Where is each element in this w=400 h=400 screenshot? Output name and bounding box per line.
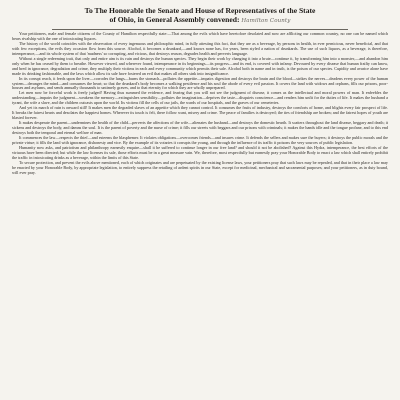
handwritten-county-note: Hamilton County bbox=[241, 18, 291, 24]
paragraph: It commences the law—respects the thief—and esteems the blasphemer. It violates obligations—overcomes friends—and insures crime. It defends the sellers and makes sure the buyers; it destroys the public morals and the private virtue; it fills the land with ignorance, dishonesty and vice. By the example of its votaries it corrupts the young, and through the influence of its traffic it poisons the very sources of public legislation. bbox=[12, 135, 388, 145]
paragraph: And yet its march of ruin is onward still! It makes men the degraded slaves of an appetite which they cannot control. It consumes the fruits of industry, destroys the comforts of home, and blights every fair prospect of life. It breaks the fairest hearts and desolates the happiest homes. Wherever its touch is felt, there follow want, misery and crime. The peace of families is destroyed; the ties of friendship are broken; and the fairest hopes of youth are blasted forever. bbox=[12, 105, 388, 121]
paragraph: Your petitioners, male and female citizens of the County of Hamilton respectfully state:—That among the evils which have heretofore desolated and now are afflicting our common country, no one can be named which bears rivalship with the one of intoxicating liquors. bbox=[12, 31, 388, 41]
document-title bbox=[16, 6, 384, 26]
paragraph: In its corrupt reach, it feeds upon the liver—corrodes the lungs—burns the stomach—pollutes the appetite—impairs digestion and destroys the brain and the blood—strikes the nerves—deadens every power of the human system—deranges the mind—and consumes the heart; so that the drunkard's body becomes a walking pestilence and his soul the abode of every evil passion. It covers the land with widows and orphans, fills our prisons, poor-houses and asylums, and sends annually thousands to untimely graves, and to that eternity for which they are wholly unprepared. bbox=[12, 75, 388, 91]
paragraph: Without a single redeeming trait, that only and entire aim is its ruin and destroys the human species. They begin their work by changing it into a brute—continue it, by transforming him into a monster,—and abandon him only when he has ceased by them to breathe. However viewed, and wherever found, intemperance in its beginnings—its progress—and its end, is covered with infamy. Devoured by every disease that human frailty can know, and bred in ignorance, degradation and crime, they multiply their victims in each and every community which permits their sale. Alcohol both in name and in truth, is the poison of our species. Cupidity and avarice alone have made its drinking fashionable, and the laws which allow its sale have fostered an evil that makes all others sink into insignificance. bbox=[12, 55, 388, 76]
title-divider bbox=[52, 29, 348, 30]
title-line-2: of Ohio, in General Assembly convened: bbox=[109, 15, 240, 24]
paragraph: To secure protection, and prevent the evils above mentioned, each of which originates and are perpetuated by the existing license laws, your petitioners pray that such laws may be repealed, and that in their place a law may be enacted by your Honorable Body, by appropriate legislation, to entirely suppress the retailing of ardent spirits in our State, except for medicinal, mechanical and sacramental purposes; and your petitioners, as in duty bound, will ever pray. bbox=[12, 159, 388, 175]
petition-body bbox=[12, 32, 388, 176]
paragraph: It makes desperate the parent—undermines the health of the child—perverts the affections of the wife—alienates the husband—and destroys the domestic hearth. It scatters throughout the land disease, beggary and death; it sickens and destroys the body, and damns the soul. It is the parent of poverty and the nurse of crime; it fills our streets with beggars and our prisons with criminals; it makes the hands idle and the tongue profane, and to this end destroys both the temporal and eternal welfare of man. bbox=[12, 120, 388, 136]
paragraph: The history of the world coincides with the observation of every ingenuous and philosophic mind, in fully attesting this fact, that they are as a beverage, by persons in health, in ever pernicious, never beneficial, and that with few exceptions, the evils they occasion flow from this source. Alcohol, it becomes a drunkard,—and knows none has, for years, been styled a nation of drunkards. The use of such liquors, as a beverage, is therefore, intemperance,—and its whole system of that 'madness' so corrupting, and vicious, that destroys reason, degrades health and perverts language. bbox=[12, 40, 388, 56]
paragraph: Let men now be forceful work is freely judged! Having thus summed the evidence, and fearing that you will not see the judgment of disease, it comes as the intellectual and moral powers of man. It enfeebles the understanding—impairs the judgment—weakens the memory—extinguishes sensibility—pollutes the imagination—deprives the taste—disquiets conscience—and renders him unfit for the duties of life. It makes the husband a tyrant, the wife a slave, and the children outcasts upon the world. Its victims fill the cells of our jails, the wards of our hospitals, and the graves of our cemeteries. bbox=[12, 90, 388, 106]
title-line-1: To The Honorable the Senate and House of Representatives of the State bbox=[84, 6, 316, 15]
paragraph: Humanity now asks, and patriotism and philanthropy earnestly enquire—shall it be suffered to continue longer in our free land? and should it not be abolished? Against this Hydra, intemperance, the best efforts of the virtuous have been directed; but while the law licenses its sale, those efforts must be in a great measure vain. We, therefore, most respectfully but earnestly pray your Honorable Body to enact a law which shall entirely prohibit the traffic in intoxicating drinks as a beverage, within the limits of this State. bbox=[12, 144, 388, 160]
